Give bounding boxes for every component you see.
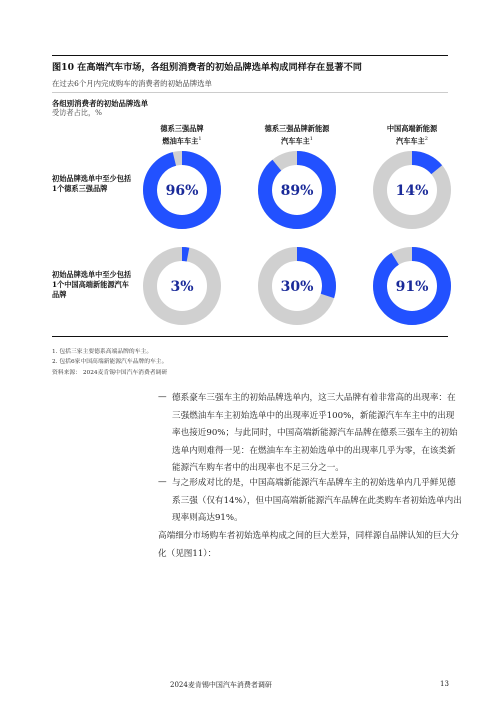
footnote-marker: 2 [424,136,428,142]
donut-german-brand-china-nev [372,150,452,230]
row-label-german-brand: 初始品牌选单中至少包括1个德系三强品牌 [52,174,132,193]
column-header-line1: 德系三强品牌 [160,124,204,133]
donut-value-label: 89% [280,183,314,199]
donut-china-brand-german-nev [257,246,337,326]
bullet-dash: — [158,477,167,487]
donut-value-label: 30% [280,279,314,295]
donut-german-brand-german-ice [142,150,222,230]
donut-value-label: 96% [165,183,199,199]
footnote-1: 1. 包括三家主要德系高端品牌的车主。 [52,349,153,355]
figure-title: 图10 在高端汽车市场，各组别消费者的初始品牌选单构成同样存在显著不同 [52,62,362,73]
page-number: 13 [440,680,449,688]
figure-subtitle: 在过去6个月内完成购车的消费者的初始品牌选单 [52,79,212,88]
donut-value-label: 91% [395,279,429,295]
donut-china-brand-german-ice [142,246,222,326]
footer-report-title: 2024麦肯锡中国汽车消费者调研 [170,681,272,689]
column-header-line2: 汽车车主$^1$ [281,136,313,146]
footnote-2: 2. 包括6家中国高端新能源汽车品牌的车主。 [52,359,168,365]
row-label-china-brand: 初始品牌选单中至少包括1个中国高端新能源汽车品牌 [52,270,132,299]
column-header-german-nev [242,124,352,146]
body-paragraph: 高端细分市场购车者初始选单构成之间的巨大差异，同样源自品牌认知的巨大分化（见图11）： [158,531,459,559]
column-header-line1: 德系三强品牌新能源 [264,124,330,133]
subtitle-rule [52,92,448,93]
donut-value-label: 14% [395,183,429,199]
footnote-marker: 1 [309,136,313,142]
donut-value-label: 3% [170,279,194,295]
chart-bottom-rule [52,336,448,337]
top-rule [52,55,448,56]
chart-title: 各组别消费者的初始品牌选单 [52,99,149,108]
source-note: 资料来源： 2024麦肯锡中国汽车消费者调研 [52,370,168,376]
bullet-paragraph-1: 德系豪车三强车主的初始品牌选单内，这三大品牌有着非常高的出现率：在三强燃油车车主初始选单中的出现率近乎100%，新能源汽车车主中的出现率也接近90%；与此同时，中国高端新能源汽车品牌在德系三强车主的初始选单内则难得一见：在燃油车车主初始选单中的出现率几乎为零，在该类新能源汽车购车者中的出现率也不足三分之一。 [172,393,458,473]
chart-unit: 受访者占比，% [52,108,102,117]
bullet-paragraph-2: 与之形成对比的是，中国高端新能源汽车品牌车主的初始选单内几乎鲜见德系三强（仅有14%），但中国高端新能源汽车品牌在此类购车者初始选单内出现率则高达91%。 [172,478,462,523]
column-header-line2: 燃油车车主$^1$ [162,136,202,146]
bullet-dash: — [158,392,167,402]
column-header-china-nev [357,124,467,146]
donut-china-brand-china-nev [372,246,452,326]
column-header-german-ice [127,124,237,146]
column-header-line1: 中国高端新能源 [386,124,438,133]
column-header-line2: 汽车车主$^2$ [396,136,428,146]
donut-german-brand-german-nev [257,150,337,230]
footnote-marker: 1 [198,136,202,142]
